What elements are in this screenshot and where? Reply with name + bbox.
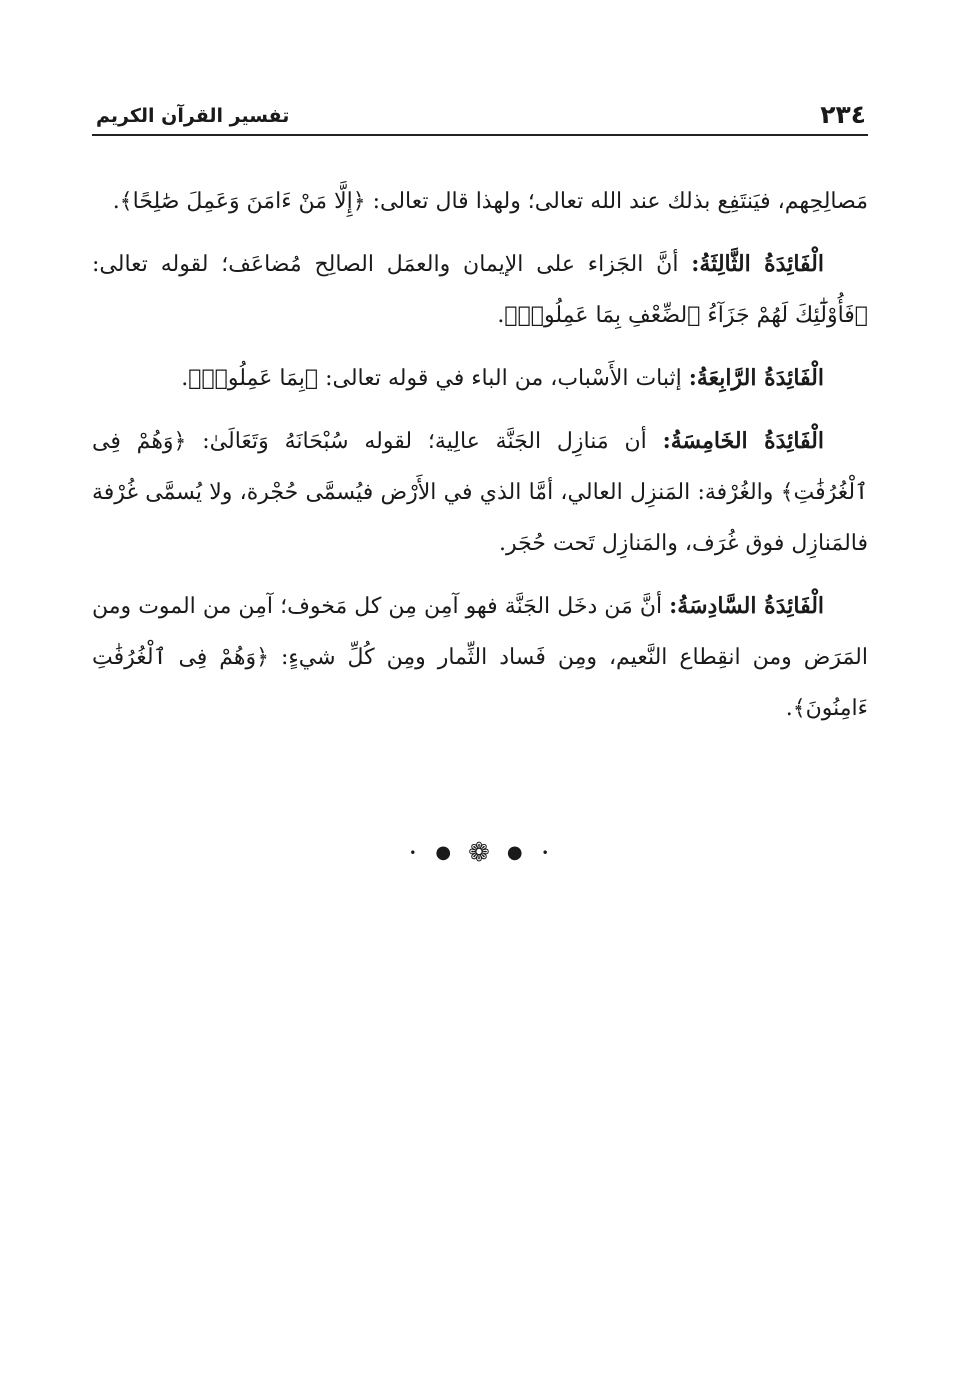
- section-end-ornament: [0, 838, 958, 868]
- paragraph-benefit-5: [92, 416, 868, 569]
- benefit-3-title: الْفَائِدَةُ الثَّالِثَةُ:: [691, 251, 825, 277]
- benefit-5-text: أن مَنازِل الجَنَّة عالِية؛ لقوله سُبْحَانَهُ وَتَعَالَىٰ: ﴿وَهُمْ فِى ٱلْغُرُفَٰتِ﴾ والغُرْفة: المَنزِل العالي، أمَّا الذي في الأَرْض فيُسمَّى حُجْرة، ولا يُسمَّى غُرْفة فالمَنازِل فوق غُرَف، والمَنازِل تَحت حُجَر.: [92, 429, 868, 556]
- ornament-flower-icon: ❁: [468, 838, 490, 868]
- paragraph-continuation: [92, 176, 868, 227]
- paragraph-benefit-4: [92, 353, 868, 404]
- ornament-big-dot-left: ●: [435, 842, 452, 863]
- benefit-4-title: الْفَائِدَةُ الرَّابِعَةُ:: [688, 365, 824, 391]
- page: [92, 96, 868, 746]
- paragraph-benefit-3: [92, 239, 868, 341]
- benefit-5-title: الْفَائِدَةُ الخَامِسَةُ:: [662, 428, 824, 454]
- benefit-6-title: الْفَائِدَةُ السَّادِسَةُ:: [669, 593, 825, 619]
- running-title: تفسير القرآن الكريم: [96, 105, 290, 127]
- ornament-small-dot-right: •: [541, 846, 549, 860]
- header-rule: [92, 134, 868, 136]
- ornament-small-dot-left: •: [409, 846, 417, 860]
- benefit-4-text: إثبات الأَسْباب، من الباء في قوله تعالى: ﴿بِمَا عَمِلُوا۟﴾.: [181, 366, 689, 391]
- paragraph-text: مَصالِحِهم، فيَنتَفِع بذلك عند الله تعالى؛ ولهذا قال تعالى: ﴿إِلَّا مَنْ ءَامَنَ وَعَمِلَ صَٰلِحًا﴾.: [112, 189, 868, 214]
- paragraph-benefit-6: [92, 581, 868, 734]
- benefit-3-text: أنَّ الجَزاء على الإيمان والعمَل الصالِح مُضاعَف؛ لقوله تعالى: ﴿فَأُوْلَٰٓئِكَ لَهُمْ جَزَآءُ ٱلضِّعْفِ بِمَا عَمِلُوا۟﴾.: [92, 252, 868, 328]
- page-header: [92, 96, 868, 134]
- page-number: ٢٣٤: [820, 100, 866, 129]
- benefit-6-text: أنَّ مَن دخَل الجَنَّة فهو آمِن مِن كل مَخوف؛ آمِن من الموت ومن المَرَض ومن انقِطاع النَّعيم، ومِن فَساد الثِّمار ومِن كُلِّ شيءٍ: ﴿وَهُمْ فِى ٱلْغُرُفَٰتِ ءَامِنُونَ﴾.: [92, 594, 868, 721]
- page-body: [92, 176, 868, 734]
- ornament-big-dot-right: ●: [506, 842, 523, 863]
